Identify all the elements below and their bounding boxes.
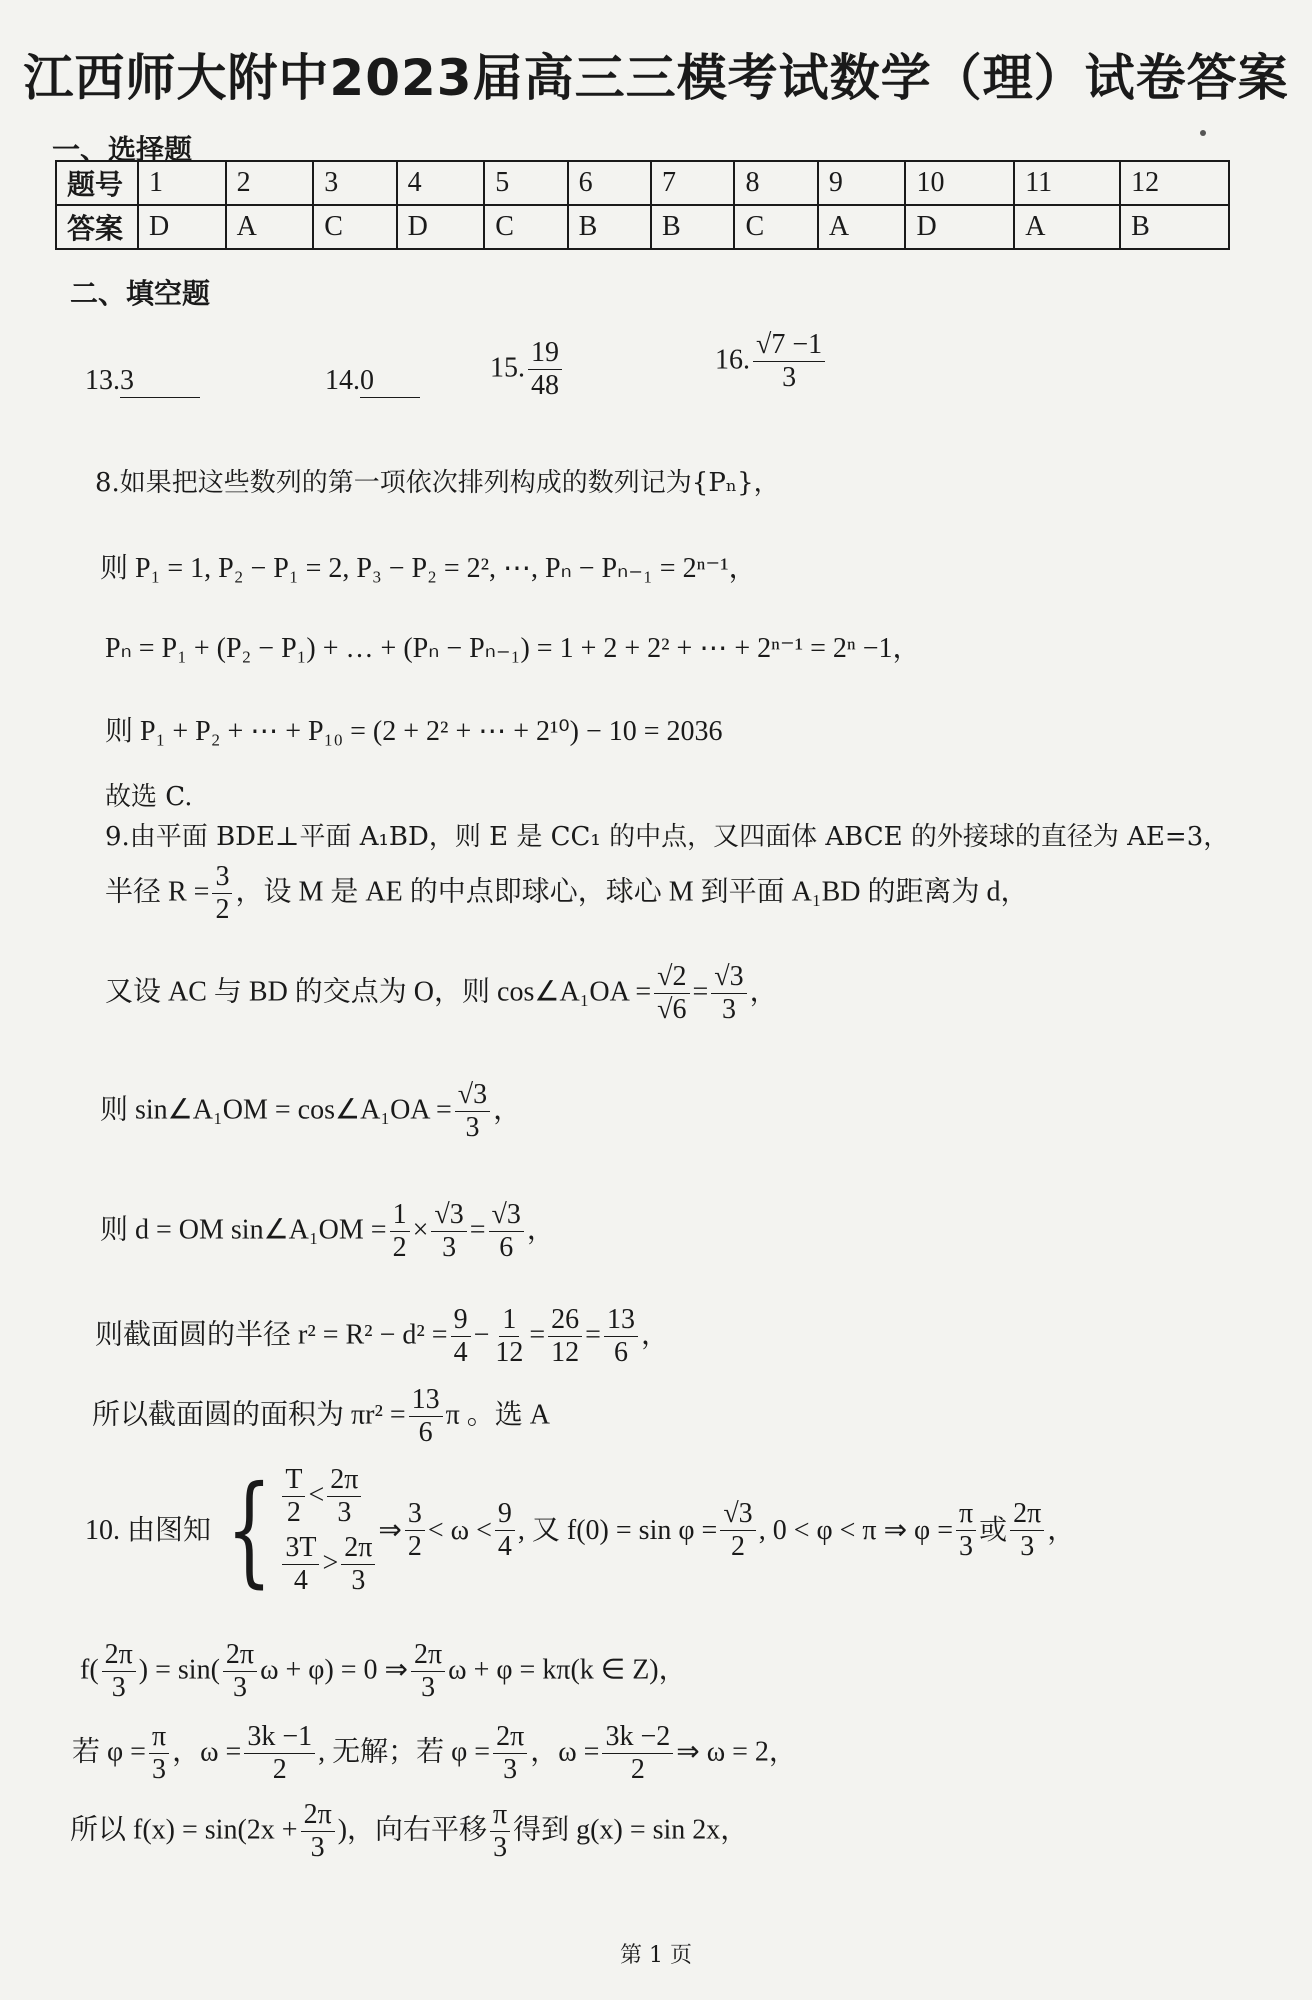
fraction-numerator: 3	[212, 862, 232, 894]
fraction-denominator: 2	[392, 1231, 407, 1263]
fraction-numerator: 2π	[301, 1800, 335, 1832]
fraction-denominator: 3	[1020, 1530, 1035, 1562]
fraction-numerator: 13	[409, 1385, 443, 1417]
fraction-numerator: √3	[455, 1080, 490, 1112]
answer-13-label: 13.	[85, 365, 120, 396]
table-cell: D	[905, 205, 1014, 249]
fraction-numerator: 2π	[411, 1640, 445, 1672]
table-cell: 1	[138, 161, 226, 205]
page-number: 第 1 页	[620, 1943, 692, 1968]
text-segment: , 无解；若 φ =	[318, 1736, 491, 1768]
fraction-denominator: 2	[630, 1753, 645, 1785]
left-brace-icon: {	[226, 1460, 273, 1600]
fraction-denominator: 3	[232, 1671, 247, 1703]
text-segment: ，设 M 是 AE 的中点即球心，球心 M 到平面 A₁BD 的距离为 d，	[235, 876, 1029, 908]
table-cell: 6	[568, 161, 651, 205]
fraction-numerator: 2π	[341, 1533, 375, 1565]
solution-8-line-2: 则 P₁ = 1, P₂ − P₁ = 2, P₃ − P₂ = 2², ⋯, Pₙ − Pₙ₋₁ = 2ⁿ⁻¹，	[100, 553, 757, 584]
fraction-denominator: 6	[499, 1231, 514, 1263]
fraction-denominator: 3	[465, 1111, 480, 1143]
table-cell: A	[1014, 205, 1120, 249]
text-segment: =	[469, 1214, 486, 1246]
fraction-numerator: 3	[405, 1499, 425, 1531]
fraction-numerator: 2π	[327, 1465, 361, 1497]
text-segment: ×	[412, 1214, 429, 1246]
text-segment: >	[322, 1547, 339, 1579]
fraction-denominator: 4	[293, 1564, 308, 1596]
fraction-numerator: 2π	[223, 1640, 257, 1672]
fraction-denominator: 3	[493, 1831, 508, 1863]
table-cell: 11	[1014, 161, 1120, 205]
fraction-numerator: 2π	[493, 1722, 527, 1754]
fraction-numerator: √3	[431, 1200, 466, 1232]
fraction-denominator: 3	[152, 1753, 167, 1785]
text-segment: π 。选 A	[445, 1399, 551, 1431]
table-header-answer: 答案	[56, 205, 138, 249]
text-segment: 又设 AC 与 BD 的交点为 O，则 cos∠A₁OA =	[105, 976, 652, 1008]
table-cell: 8	[734, 161, 817, 205]
text-segment: < ω <	[427, 1515, 492, 1547]
text-segment: , 0 < φ < π ⇒ φ =	[758, 1515, 953, 1547]
fraction-numerator: T	[282, 1465, 305, 1497]
table-cell: 3	[313, 161, 396, 205]
text-segment: ω + φ = kπ(k ∈ Z)，	[448, 1654, 687, 1686]
solution-9-line-1: 9.由平面 BDE⊥平面 A₁BD，则 E 是 CC₁ 的中点，又四面体 ABCE 的外接球的直径为 AE=3，	[105, 822, 1230, 852]
text-segment: ⇒ ω = 2，	[676, 1736, 797, 1768]
fraction-numerator: 3k −1	[244, 1722, 315, 1754]
table-cell: 4	[397, 161, 485, 205]
fraction-denominator: 2	[272, 1753, 287, 1785]
text-segment: ω + φ) = 0 ⇒	[260, 1654, 409, 1686]
fraction-numerator: √3	[711, 962, 746, 994]
text-segment: ) = sin(	[138, 1654, 220, 1686]
fraction-numerator: π	[490, 1800, 510, 1832]
answer-14-value: 0	[360, 365, 420, 398]
table-cell: B	[651, 205, 734, 249]
page-title: 江西师大附中2023届高三三模考试数学（理）试卷答案	[23, 49, 1289, 107]
text-segment: 或	[979, 1515, 1008, 1547]
fraction-denominator: 3	[111, 1671, 126, 1703]
fraction-numerator: 2π	[1010, 1499, 1044, 1531]
fraction-denominator: 3	[421, 1671, 436, 1703]
text-segment: f(	[80, 1654, 99, 1686]
table-cell: B	[1120, 205, 1229, 249]
table-cell: 12	[1120, 161, 1229, 205]
fraction-denominator: 2	[215, 893, 230, 925]
table-cell: 7	[651, 161, 734, 205]
fraction-denominator: 3	[351, 1564, 366, 1596]
table-cell: D	[397, 205, 485, 249]
fraction-numerator: π	[149, 1722, 169, 1754]
text-segment: 所以 f(x) = sin(2x +	[70, 1814, 298, 1846]
fraction-denominator: 2	[286, 1496, 301, 1528]
text-segment: 若 φ =	[72, 1736, 146, 1768]
text-segment: , 又 f(0) = sin φ =	[517, 1515, 718, 1547]
text-segment: =	[692, 976, 709, 1008]
fraction-denominator: 3	[959, 1530, 974, 1562]
fraction-denominator: 3	[503, 1753, 518, 1785]
fraction-denominator: 3	[721, 993, 736, 1025]
text-segment: ，	[1047, 1515, 1076, 1547]
table-cell: 10	[905, 161, 1014, 205]
answer-14-label: 14.	[325, 365, 360, 396]
text-segment: ，	[526, 1214, 555, 1246]
section-fill-in: 二、填空题	[70, 277, 211, 310]
fraction-numerator: √3	[489, 1200, 524, 1232]
table-cell: 9	[818, 161, 906, 205]
solution-8-line-4: 则 P₁ + P₂ + ⋯ + P₁₀ = (2 + 2² + ⋯ + 2¹⁰) − 10 = 2036	[105, 716, 723, 747]
fraction-denominator: 48	[531, 369, 559, 401]
text-segment: ，ω =	[530, 1736, 600, 1768]
table-cell: D	[138, 205, 226, 249]
fraction-denominator: 6	[613, 1336, 628, 1368]
text-segment: ，	[640, 1319, 669, 1351]
table-cell: C	[313, 205, 396, 249]
fraction-denominator: 3	[310, 1831, 325, 1863]
text-segment: 得到 g(x) = sin 2x，	[513, 1814, 749, 1846]
text-segment: <	[308, 1479, 325, 1511]
fraction-numerator: 2π	[102, 1640, 136, 1672]
text-segment: 所以截面圆的面积为 πr² =	[92, 1399, 406, 1431]
table-header-number: 题号	[56, 161, 138, 205]
table-cell: B	[568, 205, 651, 249]
solution-8-line-1: 8.如果把这些数列的第一项依次排列构成的数列记为{Pₙ}，	[95, 468, 780, 498]
fraction-denominator: 4	[497, 1530, 512, 1562]
fraction-numerator: 1	[390, 1200, 410, 1232]
text-segment: =	[529, 1319, 546, 1351]
text-segment: 则 sin∠A₁OM = cos∠A₁OA =	[100, 1094, 452, 1126]
fraction-numerator: 9	[495, 1499, 515, 1531]
fraction-numerator: √7 −1	[753, 330, 825, 362]
table-cell: A	[818, 205, 906, 249]
answer-13-value: 3	[120, 365, 200, 398]
fraction-numerator: 9	[451, 1305, 471, 1337]
fraction-denominator: 2	[407, 1530, 422, 1562]
text-segment: ，	[749, 976, 778, 1008]
fraction-denominator: 6	[418, 1416, 433, 1448]
text-segment: =	[585, 1319, 601, 1351]
solution-8-line-5: 故选 C.	[105, 782, 193, 812]
fraction-denominator: 3	[442, 1231, 457, 1263]
answer-16-label: 16.	[715, 344, 750, 376]
text-segment: ，ω =	[172, 1736, 242, 1768]
fraction-denominator: 3	[337, 1496, 352, 1528]
fraction-numerator: 3T	[282, 1533, 319, 1565]
text-segment: 10. 由图知	[85, 1515, 212, 1547]
fraction-denominator: 4	[453, 1336, 468, 1368]
solution-8-line-3: Pₙ = P₁ + (P₂ − P₁) + … + (Pₙ − Pₙ₋₁) = 1 + 2 + 2² + ⋯ + 2ⁿ⁻¹ = 2ⁿ −1，	[105, 633, 921, 664]
fraction-numerator: 13	[604, 1305, 638, 1337]
fraction-denominator: 2	[731, 1530, 745, 1562]
fraction-numerator: √2	[654, 962, 689, 994]
text-segment: 半径 R =	[105, 876, 210, 908]
section-multiple-choice: 一、选择题	[52, 133, 193, 166]
fraction-denominator: 3	[782, 361, 797, 393]
text-segment: −	[473, 1319, 490, 1351]
text-segment: 则截面圆的半径 r² = R² − d² =	[95, 1319, 448, 1351]
text-segment: )，向右平移	[337, 1814, 488, 1846]
table-cell: C	[734, 205, 817, 249]
fraction-numerator: 1	[499, 1305, 519, 1337]
fraction-denominator: √6	[657, 993, 687, 1025]
answer-15-label: 15.	[490, 352, 525, 384]
fraction-denominator: 12	[495, 1336, 524, 1368]
fraction-numerator: √3	[720, 1499, 755, 1531]
fraction-numerator: π	[956, 1499, 976, 1531]
table-cell: 5	[484, 161, 567, 205]
text-segment: 则 d = OM sin∠A₁OM =	[100, 1214, 387, 1246]
text-segment: ，	[493, 1094, 522, 1126]
text-segment: ⇒	[378, 1515, 402, 1547]
fraction-numerator: 26	[548, 1305, 582, 1337]
fraction-denominator: 12	[551, 1336, 580, 1368]
fraction-numerator: 3k −2	[602, 1722, 673, 1754]
table-cell: 2	[226, 161, 314, 205]
fraction-numerator: 19	[528, 338, 562, 370]
table-cell: A	[226, 205, 314, 249]
table-cell: C	[484, 205, 567, 249]
